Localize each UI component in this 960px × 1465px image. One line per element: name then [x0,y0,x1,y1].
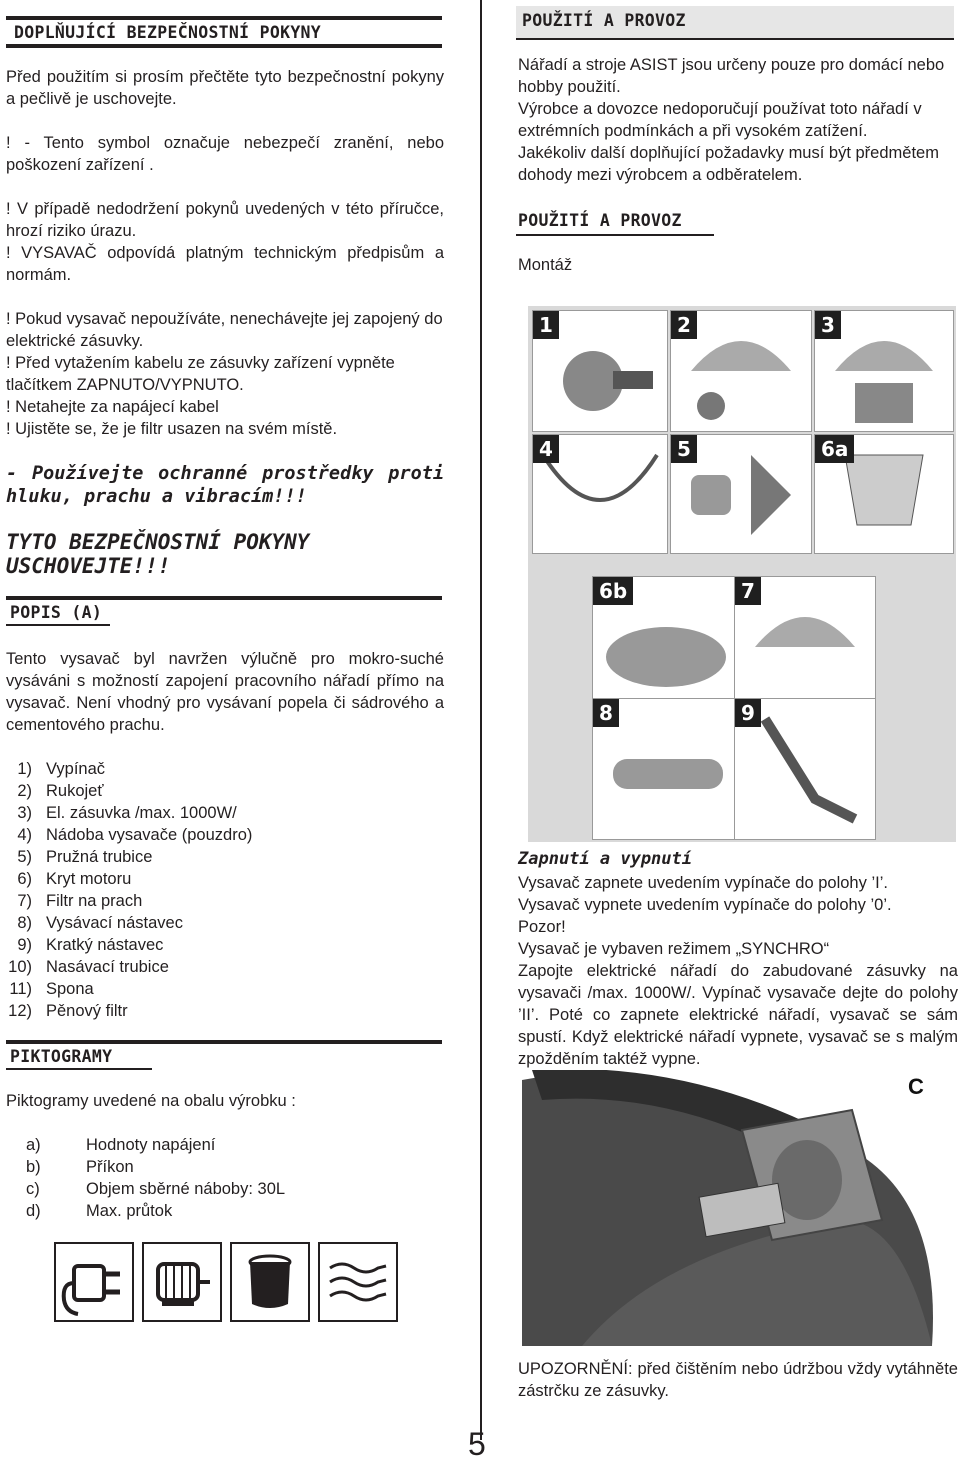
assembly-step-6a: 6a [814,434,954,554]
popis-underline [6,624,110,626]
onoff-line-2: Vysavač vypnete uvedením vypínače do polohy ’0’. [518,896,892,914]
list-item: 6) Kryt motoru [17,870,132,888]
pikto-list [26,1134,446,1222]
intro-text: Před použitím si prosím přečtěte tyto bezpečnostní pokyny a pečlivě je uschovejte. [6,68,444,108]
pikto-rule [6,1040,442,1044]
usage-header-2: POUŽITÍ A PROVOZ [518,211,682,230]
assembly-step-5: 5 [670,434,812,554]
assembly-step-9: 9 [734,698,876,840]
assembly-step-2: 2 [670,310,812,432]
list-item: 12) Pěnový filtr [8,1002,128,1020]
usage-para-1: Nářadí a stroje ASIST jsou určeny pouze pro domácí nebo hobby použití. [518,56,945,96]
column-divider [480,0,482,1440]
list-item: 8) Vysávací nástavec [17,914,183,932]
onoff-line-4: Vysavač je vybaven režimem „SYNCHRO“ [518,940,830,958]
pikto-intro: Piktogramy uvedené na obalu výrobku : [6,1092,296,1110]
assembly-illustration [528,306,956,842]
assembly-step-8: 8 [592,698,740,840]
motor-power-icon [142,1242,222,1322]
onoff-line-1: Vysavač zapnete uvedením vypínače do polohy ’I’. [518,874,888,892]
photo-label: C [908,1074,924,1099]
list-item: 7) Filtr na prach [17,892,143,910]
safety-header: DOPLŇUJÍCÍ BEZPEČNOSTNÍ POKYNY [14,23,322,42]
pikto-underline [6,1068,152,1070]
assembly-step-7: 7 [734,576,876,712]
assembly-step-6b: 6b [592,576,740,712]
popis-rule [6,596,442,600]
symbol-note: ! - Tento symbol označuje nebezpečí zranění, nebo poškození zařízení . [6,134,444,174]
onoff-synchro-text: Zapojte elektrické nářadí do zabudované zásuvky na vysavači /max. 1000W/. Vypínač vysavače dejte do polohy ’II’. Poté co zapnete elektrické nářadí, vysavač se sám spustí. Když elektrické nářadí vypnete, vysavač se s malým zpožděním taktéž vypne. [518,962,958,1068]
parts-list [0,758,440,1022]
list-item: c) Objem sběrné náboby: 30L [26,1180,286,1198]
list-item: 10) Nasávací trubice [8,958,169,976]
assembly-step-1: 1 [532,310,668,432]
assembly-step-4: 4 [532,434,668,554]
warning-4: ! Před vytažením kabelu ze zásuvky zařízení vypněte tlačítkem ZAPNUTO/VYPNUTO. [6,354,395,394]
description-text: Tento vysavač byl navržen výlučně pro mokro-suché vysáváni s možností zapojení pracovního nářadí přímo na vysavač. Není vhodný pro vysávaní popela či sádrového a cementového prachu. [6,650,444,734]
montaz-label: Montáž [518,256,573,274]
container-volume-icon [230,1242,310,1322]
list-item: 4) Nádoba vysavače (pouzdro) [17,826,253,844]
protect-note: - Používejte ochranné prostředky proti hluku, prachu a vibracím!!! [6,463,444,507]
usage-para-2: Výrobce a dovozce nedoporučují používat toto nářadí v extrémních podmínkách a při vysokém zatížení. [518,100,922,140]
onoff-title: Zapnutí a vypnutí [518,849,692,869]
assembly-step-3: 3 [814,310,954,432]
onoff-line-3: Pozor! [518,918,566,936]
keep-instructions: TYTO BEZPEČNOSTNÍ POKYNY USCHOVEJTE!!! [6,530,310,578]
list-item: 9) Kratký nástavec [17,936,164,954]
warning-3: ! Pokud vysavač nepoužíváte, nenechávejte jej zapojený do elektrické zásuvky. [6,310,443,350]
pikto-header: PIKTOGRAMY [10,1047,113,1066]
usage-header: POUŽITÍ A PROVOZ [522,11,686,30]
power-plug-icon [54,1242,134,1322]
header-rule-bottom [6,44,442,48]
warning-6: ! Ujistěte se, že je filtr usazen na svém místě. [6,420,338,438]
usage-para-3: Jakékoliv další doplňující požadavky musí být předmětem dohody mezi výrobcem a odběratelem. [518,144,939,184]
socket-photo [522,1070,956,1346]
warning-2: ! VYSAVAČ odpovídá platným technickým předpisům a normám. [6,244,444,284]
warning-5: ! Netahejte za napájecí kabel [6,398,219,416]
list-item: 2) Rukojeť [17,782,104,800]
airflow-icon [318,1242,398,1322]
list-item: 5) Pružná trubice [17,848,153,866]
maintenance-warning: UPOZORNĚNÍ: před čištěním nebo údržbou vždy vytáhněte zástrčku ze zásuvky. [518,1360,958,1400]
list-item: a) Hodnoty napájení [26,1136,216,1154]
header-rule-top [6,16,442,20]
usage-underline [516,234,714,236]
list-item: 11) Spona [9,980,94,998]
page-number: 5 [468,1426,486,1462]
popis-header: POPIS (A) [10,603,103,622]
list-item: d) Max. průtok [26,1202,173,1220]
list-item: b) Příkon [26,1158,134,1176]
list-item: 3) El. zásuvka /max. 1000W/ [17,804,237,822]
warning-1: ! V případě nedodržení pokynů uvedených v této příručce, hrozí riziko úrazu. [6,200,444,240]
list-item: 1) Vypínač [17,760,106,778]
